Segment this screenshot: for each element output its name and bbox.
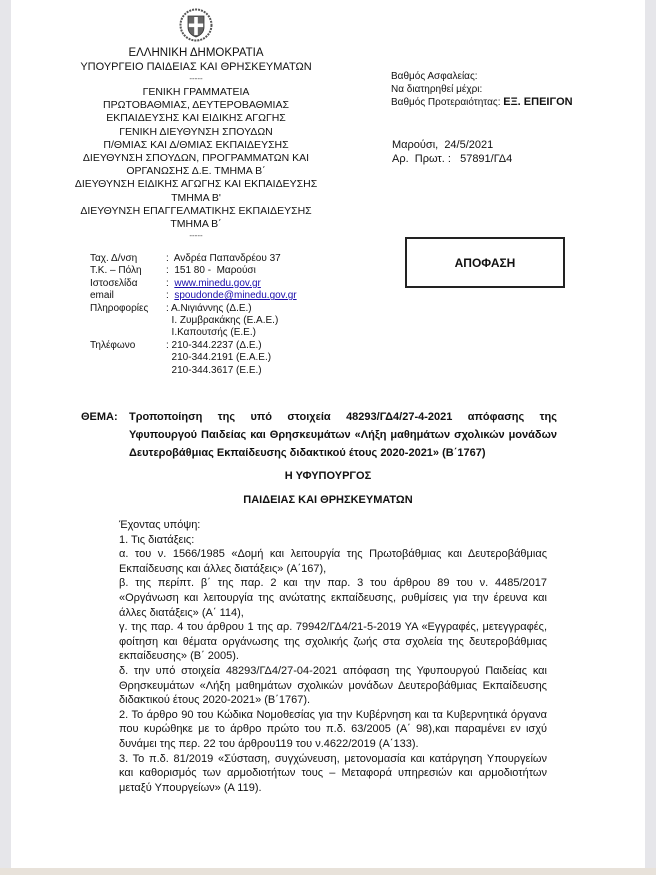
department-line: Π/ΘΜΙΑΣ ΚΑΙ Δ/ΘΜΙΑΣ ΕΚΠΑΙΔΕΥΣΗΣ (103, 138, 289, 151)
separator: ----- (189, 74, 203, 83)
department-line: ΕΚΠΑΙΔΕΥΣΗΣ ΚΑΙ ΕΙΔΙΚΗΣ ΑΓΩΓΗΣ (106, 112, 286, 125)
contact-value: : Ανδρέα Παπανδρέου 37 (166, 253, 281, 264)
contact-row-phone (90, 340, 297, 352)
signatory-ministry: ΠΑΙΔΕΙΑΣ ΚΑΙ ΘΡΗΣΚΕΥΜΑΤΩΝ (243, 494, 413, 506)
subject-line-1: Τροποποίηση της υπό στοιχεία 48293/ΓΔ4/27-4-2021 απόφασης της (129, 411, 557, 423)
body-paragraph: γ. της παρ. 4 του άρθρου 1 της αρ. 79942/ΓΔ4/21-5-2019 ΥΑ «Εγγραφές, μετεγγραφές, φοίτηση και θέματα οργάνωσης της σχολικής ζωής στα σχολεία της δευτεροβάθμιας εκπαίδευσης» (Β΄ 2005). (119, 621, 547, 663)
classification-meta (391, 70, 573, 109)
security-level-label: Βαθμός Ασφαλείας: (391, 71, 478, 82)
greek-coat-of-arms-icon (179, 8, 213, 42)
contact-key: Τηλέφωνο (90, 339, 136, 351)
body-paragraph: β. της περίπτ. β΄ της παρ. 2 και την παρ. 3 του άρθρου 89 του ν. 4485/2017 «Οργάνωση και λειτουργία της ανώτατης εκπαίδευσης, ρυθμίσεις για την έρευνα και άλλες διατάξεις» (Α΄ 114), (119, 577, 547, 619)
decision-title: ΑΠΟΦΑΣΗ (454, 255, 516, 270)
contact-row-website (90, 278, 297, 290)
body-paragraph: 3. Το π.δ. 81/2019 «Σύσταση, συγχώνευση, μετονομασία και κατάργηση Υπουργείων και καθορισμός των αρμοδιοτήτων τους – Μεταφορά υπηρεσιών και αρμοδιοτήτων μεταξύ Υπουργείων» (Α 119). (119, 752, 547, 794)
contact-value: Ι. Ζυμβρακάκης (Ε.Α.Ε.) (166, 315, 279, 327)
document-page (11, 0, 645, 868)
contact-key (90, 352, 166, 364)
contact-value: : (166, 290, 175, 302)
body-paragraph: Έχοντας υπόψη: (119, 519, 201, 531)
contact-value: : Α.Νιγιάννης (Δ.Ε.) (166, 302, 252, 314)
body-paragraph: δ. την υπό στοιχεία 48293/ΓΔ4/27-04-2021 απόφαση της Υφυπουργού Παιδείας και Θρησκευμάτων «Λήξη μαθημάτων σχολικών μονάδων Δευτεροβάθμιας Εκπαίδευσης διδακτικού έτους 2020-2021» (Β΄1767). (119, 664, 547, 707)
priority-label: Βαθμός Προτεραιότητας: (391, 97, 501, 108)
contact-row-city (90, 265, 297, 277)
department-line: ΟΡΓΑΝΩΣΗΣ Δ.Ε. ΤΜΗΜΑ Β΄ (126, 165, 266, 178)
subject-label: ΘΕΜΑ: (81, 411, 118, 423)
contact-value: 210-344.3617 (Ε.Ε.) (166, 364, 262, 376)
contact-row-phone (90, 365, 297, 377)
department-line: ΔΙΕΥΘΥΝΣΗ ΕΠΑΓΓΕΛΜΑΤΙΚΗΣ ΕΚΠΑΙΔΕΥΣΗΣ (80, 204, 312, 217)
viewer-bottom-edge (0, 868, 656, 875)
contact-value: : 210-344.2237 (Δ.Ε.) (166, 339, 262, 351)
contact-key: Πληροφορίες (90, 302, 149, 314)
contact-key (90, 365, 166, 377)
separator: ----- (189, 231, 203, 241)
body-paragraph: α. του ν. 1566/1985 «Δομή και λειτουργία της Πρωτοβάθμιας και Δευτεροβάθμιας Εκπαίδευσης και άλλες διατάξεις» (Α΄167), (119, 548, 547, 575)
issuer-header (71, 8, 321, 240)
priority-row (391, 96, 573, 109)
contact-row-address (90, 253, 297, 265)
subject-block (81, 408, 557, 462)
contact-key (90, 315, 166, 327)
decision-title-box (405, 237, 565, 288)
department-line: ΔΙΕΥΘΥΝΣΗ ΕΙΔΙΚΗΣ ΑΓΩΓΗΣ ΚΑΙ ΕΚΠΑΙΔΕΥΣΗΣ (74, 178, 318, 191)
body-paragraph: 1. Τις διατάξεις: (119, 533, 195, 546)
department-line: ΠΡΩΤΟΒΑΘΜΙΑΣ, ΔΕΥΤΕΡΟΒΑΘΜΙΑΣ (103, 99, 289, 112)
department-line: ΓΕΝΙΚΗ ΓΡΑΜΜΑΤΕΙΑ (142, 86, 250, 98)
contact-row-info (90, 315, 297, 327)
contact-key: Τ.Κ. – Πόλη (90, 265, 142, 277)
contact-key: Ιστοσελίδα (90, 277, 138, 289)
department-line: ΓΕΝΙΚΗ ΔΙΕΥΘΥΝΣΗ ΣΠΟΥΔΩΝ (119, 125, 273, 138)
contact-info (90, 253, 297, 377)
email-link[interactable]: spoudonde@minedu.gov.gr (174, 290, 297, 302)
protocol-number: Αρ. Πρωτ. : 57891/ΓΔ4 (392, 153, 513, 165)
contact-row-phone (90, 352, 297, 364)
retain-until-label: Να διατηρηθεί μέχρι: (391, 84, 483, 95)
subject-rest: Υφυπουργού Παιδείας και Θρησκευμάτων «Λήξη μαθημάτων σχολικών μονάδων Δευτεροβάθμιας Εκπαίδευσης διδακτικού έτους 2020-2021» (Β΄1767) (129, 429, 557, 459)
department-line: ΤΜΗΜΑ Β' (171, 191, 221, 204)
contact-key: Ταχ. Δ/νση (90, 253, 138, 264)
contact-row-info (90, 327, 297, 339)
ministry-title: ΥΠΟΥΡΓΕΙΟ ΠΑΙΔΕΙΑΣ ΚΑΙ ΘΡΗΣΚΕΥΜΑΤΩΝ (80, 61, 312, 73)
contact-value: 210-344.2191 (Ε.Α.Ε.) (166, 352, 272, 364)
contact-row-info (90, 303, 297, 315)
contact-value: : (166, 277, 175, 289)
body-paragraph: 2. Το άρθρο 90 του Κώδικα Νομοθεσίας για την Κυβέρνηση και τα Κυβερνητικά όργανα που κυρώθηκε με το άρθρο πρώτο του π.δ. 63/2005 (Α΄ 98),και παραμένει εν ισχύ δυνάμει της περ. 22 του άρθρου119 του ν.4622/2019 (Α΄133). (119, 708, 547, 750)
contact-row-email (90, 290, 297, 302)
website-link[interactable]: www.minedu.gov.gr (174, 277, 261, 289)
department-line: ΤΜΗΜΑ Β΄ (170, 218, 222, 231)
place-date: Μαρούσι, 24/5/2021 (392, 139, 494, 151)
subject-text (129, 408, 557, 462)
contact-key: email (90, 290, 114, 302)
contact-key (90, 327, 166, 339)
considerations-body (119, 518, 547, 795)
signatory-title: Η ΥΦΥΠΟΥΡΓΟΣ (284, 470, 372, 482)
contact-value: : 151 80 - Μαρούσι (166, 265, 256, 277)
priority-value: ΕΞ. ΕΠΕΙΓΟΝ (503, 96, 573, 108)
republic-title: ΕΛΛΗΝΙΚΗ ΔΗΜΟΚΡΑΤΙΑ (128, 47, 264, 59)
department-line: ΔΙΕΥΘΥΝΣΗ ΣΠΟΥΔΩΝ, ΠΡΟΓΡΑΜΜΑΤΩΝ ΚΑΙ (82, 152, 310, 165)
contact-value: Ι.Καπουτσής (Ε.Ε.) (166, 327, 256, 339)
date-protocol (392, 138, 512, 166)
